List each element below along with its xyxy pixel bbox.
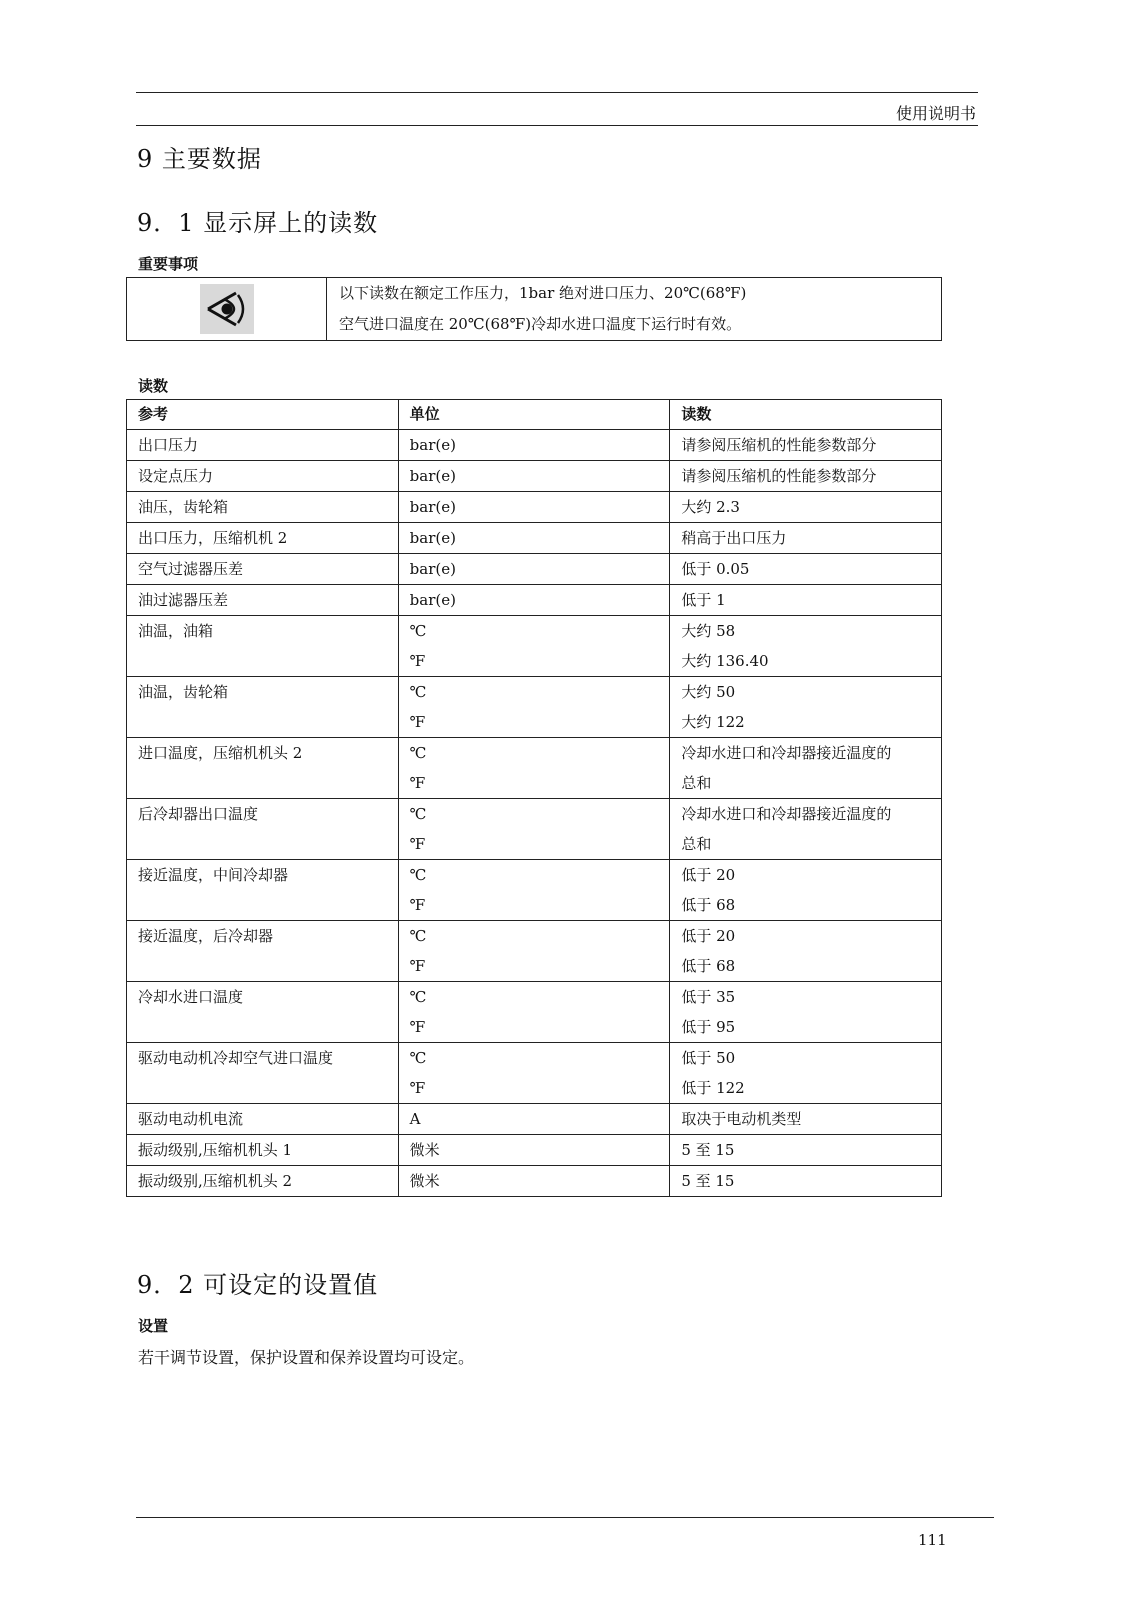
notice-text-cell <box>327 278 942 341</box>
unit-line: ℉ <box>409 713 426 731</box>
section2-title: 9．2 可设定的设置值 <box>137 1271 379 1299</box>
reading-line: 低于 122 <box>681 1079 745 1097</box>
page-number: 111 <box>918 1531 947 1549</box>
cell-unit <box>398 1135 670 1166</box>
cell-reading <box>670 461 942 492</box>
unit-line: bar(e) <box>409 529 456 547</box>
table-row <box>127 430 942 461</box>
cell-unit <box>398 430 670 461</box>
reading-line: 低于 20 <box>681 866 736 884</box>
cell-reference: 出口压力 <box>127 430 399 461</box>
cell-reading <box>670 554 942 585</box>
header-reading: 读数 <box>670 400 942 430</box>
cell-reading <box>670 982 942 1043</box>
unit-line: ℃ <box>409 622 427 640</box>
table-row <box>127 738 942 799</box>
unit-line: ℃ <box>409 927 427 945</box>
reading-line: 大约 136.40 <box>681 652 769 670</box>
reading-line: 总和 <box>681 835 712 853</box>
cell-unit <box>398 677 670 738</box>
reading-line: 低于 20 <box>681 927 736 945</box>
notice-icon-cell <box>127 278 327 341</box>
settings-body-text: 若干调节设置，保护设置和保养设置均可设定。 <box>138 1348 475 1367</box>
cell-reference: 后冷却器出口温度 <box>127 799 399 860</box>
cell-reference: 接近温度，中间冷却器 <box>127 860 399 921</box>
cell-unit <box>398 585 670 616</box>
reading-line: 大约 58 <box>681 622 736 640</box>
header-bottom-rule <box>136 125 978 126</box>
section1-title: 9．1 显示屏上的读数 <box>137 209 379 237</box>
unit-line: bar(e) <box>409 560 456 578</box>
reading-line: 低于 1 <box>681 591 726 609</box>
cell-reference: 接近温度，后冷却器 <box>127 921 399 982</box>
footer-rule <box>136 1517 994 1518</box>
cell-reading <box>670 1104 942 1135</box>
cell-reference: 进口温度，压缩机机头 2 <box>127 738 399 799</box>
table-row <box>127 492 942 523</box>
unit-line: ℉ <box>409 957 426 975</box>
unit-line: ℉ <box>409 1079 426 1097</box>
cell-reference: 油压，齿轮箱 <box>127 492 399 523</box>
table-row <box>127 1166 942 1197</box>
reading-line: 5 至 15 <box>681 1141 735 1159</box>
cell-unit <box>398 860 670 921</box>
unit-line: bar(e) <box>409 498 456 516</box>
table-row <box>127 921 942 982</box>
cell-reading <box>670 1166 942 1197</box>
reading-line: 低于 95 <box>681 1018 736 1036</box>
cell-reading <box>670 738 942 799</box>
notice-label: 重要事项 <box>138 255 199 273</box>
table-row <box>127 799 942 860</box>
chapter-title: 9 主要数据 <box>137 145 262 173</box>
cell-reference: 驱动电动机冷却空气进口温度 <box>127 1043 399 1104</box>
unit-line: ℃ <box>409 1049 427 1067</box>
table-header-row <box>127 400 942 430</box>
table-row <box>127 860 942 921</box>
header-label: 使用说明书 <box>895 104 976 123</box>
settings-label: 设置 <box>138 1317 169 1335</box>
cell-reading <box>670 860 942 921</box>
header-ref: 参考 <box>127 400 399 430</box>
reading-line: 5 至 15 <box>681 1172 735 1190</box>
reading-line: 总和 <box>681 774 712 792</box>
header-top-rule <box>136 92 978 93</box>
cell-reading <box>670 677 942 738</box>
cell-reference: 冷却水进口温度 <box>127 982 399 1043</box>
cell-reference: 油温，齿轮箱 <box>127 677 399 738</box>
table-row <box>127 523 942 554</box>
reading-line: 低于 68 <box>681 896 736 914</box>
reading-line: 稍高于出口压力 <box>681 529 787 547</box>
reading-line: 大约 2.3 <box>681 498 740 516</box>
unit-line: ℃ <box>409 866 427 884</box>
reading-line: 大约 50 <box>681 683 736 701</box>
unit-line: ℃ <box>409 805 427 823</box>
notice-line-1: 以下读数在额定工作压力，1bar 绝对进口压力、20℃(68℉) <box>339 284 747 302</box>
header-unit: 单位 <box>398 400 670 430</box>
cell-reference: 油过滤器压差 <box>127 585 399 616</box>
unit-line: ℃ <box>409 683 427 701</box>
unit-line: ℉ <box>409 835 426 853</box>
cell-reference: 空气过滤器压差 <box>127 554 399 585</box>
cell-reference: 驱动电动机电流 <box>127 1104 399 1135</box>
cell-unit <box>398 554 670 585</box>
cell-reading <box>670 585 942 616</box>
reading-line: 低于 35 <box>681 988 736 1006</box>
reading-line: 大约 122 <box>681 713 745 731</box>
reading-line: 低于 0.05 <box>681 560 750 578</box>
cell-unit <box>398 523 670 554</box>
eye-warning-graphic <box>200 284 254 334</box>
table-row <box>127 461 942 492</box>
cell-unit <box>398 1104 670 1135</box>
cell-reading <box>670 1043 942 1104</box>
unit-line: ℉ <box>409 774 426 792</box>
unit-line: bar(e) <box>409 436 456 454</box>
notice-box <box>126 277 942 341</box>
cell-unit <box>398 461 670 492</box>
reading-line: 请参阅压缩机的性能参数部分 <box>681 467 877 485</box>
cell-unit <box>398 982 670 1043</box>
unit-line: ℉ <box>409 896 426 914</box>
cell-reading <box>670 430 942 461</box>
cell-reference: 油温，油箱 <box>127 616 399 677</box>
unit-line: ℃ <box>409 744 427 762</box>
cell-unit <box>398 1166 670 1197</box>
table-row <box>127 1043 942 1104</box>
reading-line: 低于 50 <box>681 1049 736 1067</box>
cell-reading <box>670 921 942 982</box>
cell-reference: 振动级别,压缩机机头 2 <box>127 1166 399 1197</box>
table-row <box>127 677 942 738</box>
reading-line: 冷却水进口和冷却器接近温度的 <box>681 744 892 762</box>
cell-reference: 设定点压力 <box>127 461 399 492</box>
cell-reading <box>670 616 942 677</box>
cell-unit <box>398 1043 670 1104</box>
cell-reading <box>670 799 942 860</box>
cell-reading <box>670 1135 942 1166</box>
readings-label: 读数 <box>138 377 169 395</box>
cell-unit <box>398 799 670 860</box>
reading-line: 低于 68 <box>681 957 736 975</box>
unit-line: ℃ <box>409 988 427 1006</box>
cell-unit <box>398 921 670 982</box>
cell-unit <box>398 616 670 677</box>
unit-line: A <box>409 1110 421 1128</box>
unit-line: ℉ <box>409 652 426 670</box>
table-row <box>127 1135 942 1166</box>
reading-line: 冷却水进口和冷却器接近温度的 <box>681 805 892 823</box>
readings-table-body <box>127 430 942 1197</box>
table-row <box>127 1104 942 1135</box>
unit-line: 微米 <box>409 1141 440 1159</box>
reading-line: 取决于电动机类型 <box>681 1110 802 1128</box>
cell-reading <box>670 492 942 523</box>
table-row <box>127 982 942 1043</box>
cell-unit <box>398 492 670 523</box>
cell-reference: 振动级别,压缩机机头 1 <box>127 1135 399 1166</box>
reading-line: 请参阅压缩机的性能参数部分 <box>681 436 877 454</box>
cell-unit <box>398 738 670 799</box>
cell-reading <box>670 523 942 554</box>
eye-warning-icon <box>200 284 254 334</box>
table-row <box>127 616 942 677</box>
unit-line: bar(e) <box>409 467 456 485</box>
unit-line: 微米 <box>409 1172 440 1190</box>
table-row <box>127 554 942 585</box>
readings-table <box>126 399 942 1197</box>
unit-line: ℉ <box>409 1018 426 1036</box>
notice-line-2: 空气进口温度在 20℃(68℉)冷却水进口温度下运行时有效。 <box>339 315 742 333</box>
unit-line: bar(e) <box>409 591 456 609</box>
table-row <box>127 585 942 616</box>
cell-reference: 出口压力，压缩机机 2 <box>127 523 399 554</box>
